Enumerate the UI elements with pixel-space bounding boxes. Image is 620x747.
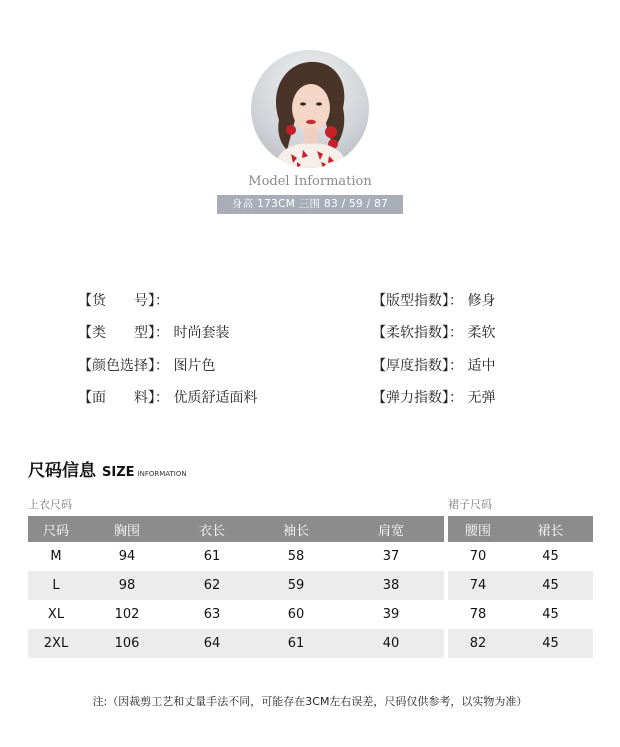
table-cell: 40	[338, 629, 444, 658]
info-value: 图片色	[173, 358, 216, 374]
table-header-row	[448, 516, 593, 542]
table-cell: 106	[84, 629, 170, 658]
top-size-label: 上衣尺码	[28, 498, 72, 511]
info-label: 【货 号】：	[78, 293, 169, 309]
info-label: 【面 料】：	[78, 390, 169, 406]
table-cell: 60	[287, 607, 305, 622]
table-cell: 45	[508, 571, 593, 600]
size-disclaimer-note: 注:（因裁剪工艺和丈量手法不同，可能存在3CM左右误差，尺码仅供参考，以实物为准）	[92, 695, 528, 708]
table-cell: 102	[114, 607, 140, 622]
info-value: 修身	[467, 293, 496, 309]
info-right-row-4	[372, 387, 495, 407]
size-title-en: SIZE	[102, 465, 135, 480]
table-cell: 37	[382, 549, 400, 564]
info-left-row-1	[78, 290, 169, 310]
info-right-row-1	[372, 290, 495, 310]
table-row	[448, 571, 593, 600]
size-title-cn: 尺码信息	[28, 461, 96, 481]
info-value: 适中	[467, 358, 496, 374]
table-header-cell: 尺码	[28, 516, 84, 542]
table-header-cell: 裙长	[508, 516, 593, 542]
table-cell: 39	[382, 607, 400, 622]
table-header-cell: 袖长	[254, 516, 338, 542]
table-header-row	[28, 516, 444, 542]
table-cell: 63	[203, 607, 221, 622]
info-left-row-4	[78, 387, 257, 407]
table-header-cell: 肩宽	[338, 516, 444, 542]
table-cell: 74	[448, 571, 508, 600]
table-row	[28, 571, 444, 600]
size-section-heading	[28, 456, 187, 481]
table-cell: 58	[287, 549, 305, 564]
table-row	[448, 542, 593, 571]
info-right-row-2	[372, 322, 495, 342]
table-cell: 45	[508, 629, 593, 658]
info-value: 无弹	[467, 390, 496, 406]
table-cell: 45	[542, 549, 559, 564]
table-header-cell: 胸围	[84, 516, 170, 542]
info-left-row-3	[78, 355, 215, 375]
table-cell: L	[28, 571, 84, 600]
size-title-en-small: INFORMATION	[137, 470, 187, 478]
info-label: 【版型指数】：	[372, 293, 463, 309]
table-row	[28, 600, 444, 629]
table-cell: 94	[118, 549, 136, 564]
table-cell: XL	[47, 607, 65, 622]
info-label: 【柔软指数】：	[372, 325, 463, 341]
info-label: 【厚度指数】：	[372, 358, 463, 374]
table-cell: 82	[448, 629, 508, 658]
table-header-cell: 衣长	[170, 516, 254, 542]
table-header-cell: 腰围	[448, 516, 508, 542]
table-cell: 62	[170, 571, 254, 600]
info-label: 【弹力指数】：	[372, 390, 463, 406]
table-cell: 45	[542, 607, 559, 622]
top-size-table	[28, 516, 444, 658]
table-row	[28, 629, 444, 658]
info-left-row-2	[78, 322, 229, 342]
table-cell: 59	[254, 571, 338, 600]
info-value: 柔软	[467, 325, 496, 341]
info-label: 【颜色选择】：	[78, 358, 169, 374]
table-cell: 98	[84, 571, 170, 600]
model-avatar	[251, 50, 369, 168]
table-cell: M	[50, 549, 62, 564]
table-cell: 78	[469, 607, 487, 622]
table-row	[28, 542, 444, 571]
info-label: 【类 型】：	[78, 325, 169, 341]
info-right-row-3	[372, 355, 495, 375]
table-cell: 2XL	[28, 629, 84, 658]
model-portrait-illustration	[251, 50, 369, 168]
table-cell: 61	[203, 549, 221, 564]
table-row	[448, 600, 593, 629]
info-value: 优质舒适面料	[173, 390, 258, 406]
table-cell: 61	[254, 629, 338, 658]
skirt-size-label: 裙子尺码	[448, 498, 492, 511]
table-cell: 70	[469, 549, 487, 564]
table-cell: 64	[170, 629, 254, 658]
info-value: 时尚套装	[173, 325, 230, 341]
table-row	[448, 629, 593, 658]
table-cell: 38	[338, 571, 444, 600]
skirt-size-table	[448, 516, 593, 658]
model-info-title: Model Information	[248, 174, 372, 189]
model-measurements: 身高 173CM 三围 83 / 59 / 87	[217, 195, 403, 214]
